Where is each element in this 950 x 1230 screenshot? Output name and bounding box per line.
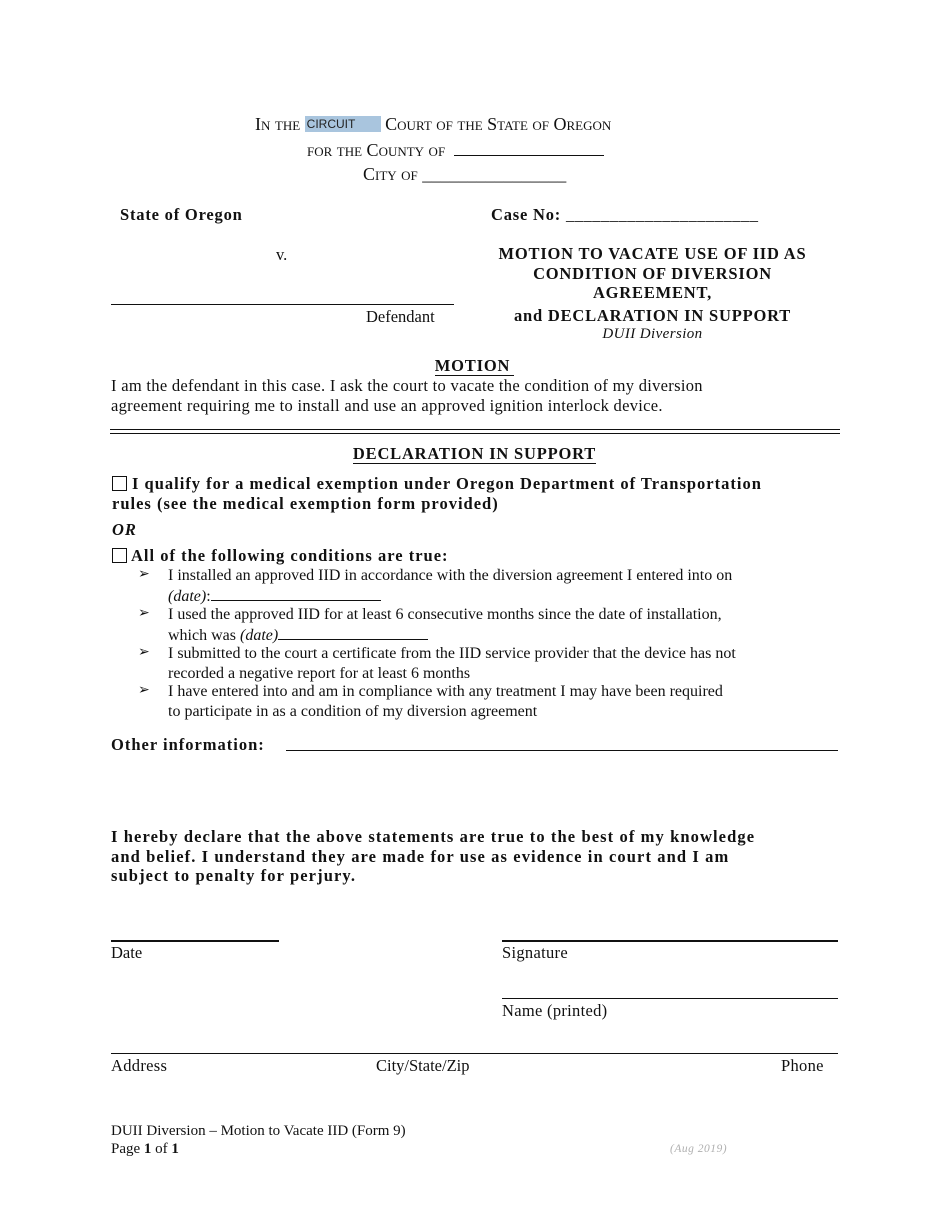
court-header-line1 [255, 114, 611, 135]
page-total: 1 [171, 1141, 179, 1157]
printed-name-label: Name (printed) [502, 1001, 608, 1020]
date-colon: : [206, 587, 211, 605]
phone-label: Phone [781, 1056, 824, 1075]
court-header-line3 [363, 164, 566, 185]
medical-exemption-line1: I qualify for a medical exemption under Oregon Department of Transportation [132, 474, 762, 493]
date-hint: (date) [168, 587, 207, 605]
county-field[interactable] [454, 139, 604, 156]
all-conditions-checkbox[interactable] [112, 548, 127, 563]
signature-label: Signature [502, 943, 568, 962]
attestation-statement [111, 827, 851, 886]
motion-text-line2: agreement requiring me to install and use an approved ignition interlock device. [111, 396, 663, 415]
other-info-label: Other information: [111, 735, 265, 754]
arrow-bullet-icon: ➢ [138, 682, 150, 698]
or-label: OR [112, 520, 137, 539]
attestation-line2: and belief. I understand they are made for use as evidence in court and I am [111, 846, 730, 866]
all-conditions-label: All of the following conditions are true: [131, 546, 449, 565]
address-label: Address [111, 1056, 168, 1075]
court-header-prefix: In the [255, 114, 301, 134]
condition-item [138, 644, 848, 683]
document-title [480, 244, 825, 325]
title-line4: and DECLARATION IN SUPPORT [513, 305, 792, 325]
page-prefix: Page [111, 1141, 144, 1157]
title-line2: CONDITION OF DIVERSION [533, 263, 772, 283]
medical-exemption-line2: rules (see the medical exemption form provided) [112, 494, 499, 513]
versus-label: v. [276, 245, 288, 264]
date-field[interactable] [111, 940, 279, 942]
condition-item [138, 566, 848, 606]
section-divider-bottom [110, 433, 840, 434]
condition-text-line1: I installed an approved IID in accordance with the diversion agreement I entered into on [168, 567, 733, 584]
motion-heading: MOTION [111, 356, 838, 376]
city-field[interactable]: ________________ [422, 164, 567, 184]
section-divider-top [110, 429, 840, 430]
defendant-name-line[interactable] [111, 304, 454, 305]
case-no-field[interactable]: ______________________ [566, 205, 759, 224]
title-line1: MOTION TO VACATE USE OF IID AS [498, 244, 807, 263]
condition-item [138, 682, 848, 721]
declaration-heading: DECLARATION IN SUPPORT [352, 444, 597, 463]
signature-field[interactable] [502, 940, 838, 942]
printed-name-field[interactable] [502, 998, 838, 999]
medical-exemption-checkbox[interactable] [112, 476, 127, 491]
case-number [491, 205, 759, 225]
condition-text-line1: I used the approved IID for at least 6 consecutive months since the date of installation, [168, 606, 722, 623]
page-current: 1 [143, 1141, 152, 1157]
medical-exemption-option [112, 474, 852, 514]
case-no-label: Case No: [491, 205, 562, 224]
address-field[interactable] [111, 1053, 838, 1054]
motion-text [111, 376, 851, 416]
page-of: of [151, 1141, 172, 1157]
all-conditions-option [112, 546, 449, 566]
condition-text-line1: I submitted to the court a certificate from the IID service provider that the device has not [168, 645, 736, 662]
title-line3: AGREEMENT, [592, 283, 713, 302]
arrow-bullet-icon: ➢ [138, 566, 150, 582]
condition-text-line2: recorded a negative report for at least 6 months [168, 664, 471, 682]
city-state-zip-label: City/State/Zip [376, 1056, 470, 1075]
six-month-date-field[interactable] [278, 625, 428, 640]
other-info-field[interactable] [286, 750, 838, 751]
city-label: City of [363, 164, 418, 184]
installation-date-field[interactable] [211, 586, 381, 601]
attestation-line1: I hereby declare that the above statements are true to the best of my knowledge [111, 827, 756, 846]
condition-item [138, 605, 848, 645]
county-label: for the County of [307, 140, 446, 160]
footer-page-number [111, 1141, 179, 1158]
attestation-line3: subject to penalty for perjury. [111, 866, 357, 885]
footer-revision: (Aug 2019) [670, 1143, 728, 1155]
condition-text-line1: I have entered into and am in compliance with any treatment I may have been required [168, 683, 723, 700]
plaintiff-name: State of Oregon [120, 205, 243, 224]
date-label: Date [111, 943, 143, 962]
motion-text-line1: I am the defendant in this case. I ask the court to vacate the condition of my diversion [111, 376, 703, 395]
condition-text-line2: which was [168, 626, 240, 644]
court-type-field[interactable]: CIRCUIT [305, 116, 381, 132]
condition-text-line2: to participate in as a condition of my diversion agreement [168, 702, 538, 720]
defendant-label: Defendant [366, 307, 435, 326]
arrow-bullet-icon: ➢ [138, 644, 150, 660]
document-subtitle: DUII Diversion [602, 326, 703, 342]
court-header-suffix: Court of the State of Oregon [385, 114, 612, 134]
court-header-line2 [307, 139, 604, 161]
date-hint: (date) [239, 626, 279, 644]
footer-form-title: DUII Diversion – Motion to Vacate IID (Form 9) [111, 1123, 406, 1139]
arrow-bullet-icon: ➢ [138, 605, 150, 621]
